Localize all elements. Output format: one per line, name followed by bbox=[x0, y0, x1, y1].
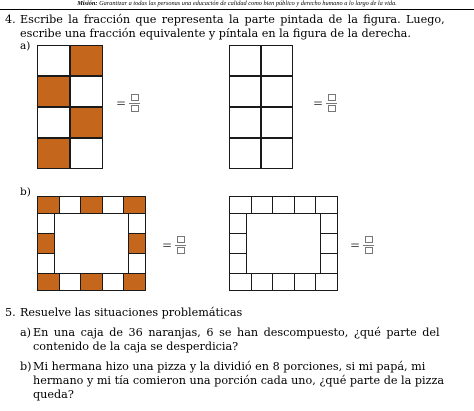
part-a-label: a) bbox=[20, 40, 31, 52]
grid-cell[interactable] bbox=[261, 138, 293, 169]
frame-cell bbox=[37, 273, 60, 291]
grid-cell bbox=[37, 45, 70, 76]
fraction-answer-b1[interactable] bbox=[162, 236, 186, 254]
frame-cell bbox=[37, 196, 60, 214]
grid-cell bbox=[70, 138, 103, 169]
grid-cell[interactable] bbox=[261, 76, 293, 107]
frame-cell[interactable] bbox=[320, 253, 338, 274]
frame-cell[interactable] bbox=[294, 196, 317, 214]
grid-cell[interactable] bbox=[261, 45, 293, 76]
frame-cell[interactable] bbox=[229, 253, 247, 274]
frame-cell bbox=[123, 273, 146, 291]
header-divider bbox=[0, 9, 474, 10]
denominator-box[interactable] bbox=[328, 105, 336, 112]
frame-cell[interactable] bbox=[229, 233, 247, 254]
numerator-box[interactable] bbox=[177, 236, 185, 243]
frame-cell[interactable] bbox=[229, 196, 252, 214]
frame-cell[interactable] bbox=[229, 273, 252, 291]
frame-cell[interactable] bbox=[251, 196, 274, 214]
grid-cell[interactable] bbox=[229, 76, 261, 107]
fraction-answer-a2[interactable] bbox=[313, 94, 337, 112]
fraction-answer-a1[interactable] bbox=[116, 94, 140, 112]
figure-a-blank-grid[interactable] bbox=[229, 45, 293, 169]
frame-cell[interactable] bbox=[294, 273, 317, 291]
frame-cell bbox=[128, 233, 146, 254]
frame-cell[interactable] bbox=[251, 273, 274, 291]
numerator-box[interactable] bbox=[131, 94, 139, 101]
grid-cell bbox=[37, 76, 70, 107]
frame-cell bbox=[80, 273, 103, 291]
frame-cell[interactable] bbox=[320, 233, 338, 254]
frame-cell[interactable] bbox=[272, 273, 295, 291]
denominator-box[interactable] bbox=[131, 105, 139, 112]
frame-cell bbox=[80, 196, 103, 214]
frame-cell bbox=[123, 196, 146, 214]
exercise-5-number: 5. bbox=[5, 306, 16, 319]
problem-b-line3: queda? bbox=[33, 388, 74, 401]
problem-a-line2: contenido de la caja se desperdicia? bbox=[33, 340, 239, 353]
equals-sign: = bbox=[350, 238, 361, 252]
grid-cell[interactable] bbox=[229, 107, 261, 138]
figure-a-shaded-grid bbox=[37, 45, 103, 169]
frame-cell[interactable] bbox=[315, 273, 338, 291]
mission-text: Garantizar a todas las personas una educación de calidad como bien público y derecho humano a lo largo de la vida. bbox=[99, 0, 397, 7]
frame-cell bbox=[102, 273, 125, 291]
frame-cell bbox=[59, 196, 82, 214]
problem-a-label: a) bbox=[20, 326, 32, 339]
part-b-label: b) bbox=[20, 186, 31, 198]
exercise-5-title: Resuelve las situaciones problemáticas bbox=[20, 306, 243, 319]
grid-cell bbox=[37, 138, 70, 169]
frame-cell bbox=[37, 213, 55, 234]
denominator-box[interactable] bbox=[177, 247, 185, 254]
frame-cell bbox=[102, 196, 125, 214]
figure-b-shaded-frame bbox=[37, 196, 145, 290]
problem-b-line1: Mi hermana hizo una pizza y la dividió en 8 porciones, si mi papá, mi bbox=[33, 360, 426, 373]
frame-cell[interactable] bbox=[320, 213, 338, 234]
frame-cell[interactable] bbox=[272, 196, 295, 214]
exercise-4-instruction-line2: escribe una fracción equivalente y píntala en la figura de la derecha. bbox=[20, 27, 411, 40]
frame-cell bbox=[59, 273, 82, 291]
figure-b-blank-frame[interactable] bbox=[229, 196, 337, 290]
numerator-box[interactable] bbox=[365, 236, 373, 243]
frame-cell bbox=[37, 253, 55, 274]
exercise-4-instruction-line1: Escribe la fracción que representa la parte pintada de la figura. Luego, bbox=[20, 13, 445, 26]
frame-cell bbox=[128, 213, 146, 234]
frame-cell[interactable] bbox=[315, 196, 338, 214]
grid-cell bbox=[37, 107, 70, 138]
problem-a-line1: En una caja de 36 naranjas, 6 se han descompuesto, ¿qué parte del bbox=[33, 326, 440, 339]
equals-sign: = bbox=[313, 96, 324, 110]
problem-b-line2: hermano y mi tía comieron una porción cada uno, ¿qué parte de la pizza bbox=[33, 374, 445, 387]
grid-cell bbox=[70, 76, 103, 107]
grid-cell[interactable] bbox=[229, 45, 261, 76]
mission-label: Misión: bbox=[77, 0, 98, 7]
grid-cell bbox=[70, 45, 103, 76]
grid-cell[interactable] bbox=[229, 138, 261, 169]
problem-b-label: b) bbox=[20, 360, 32, 373]
fraction-answer-b2[interactable] bbox=[350, 236, 374, 254]
grid-cell[interactable] bbox=[261, 107, 293, 138]
equals-sign: = bbox=[162, 238, 173, 252]
equals-sign: = bbox=[116, 96, 127, 110]
grid-cell bbox=[70, 107, 103, 138]
frame-cell bbox=[128, 253, 146, 274]
denominator-box[interactable] bbox=[365, 247, 373, 254]
frame-cell bbox=[37, 233, 55, 254]
numerator-box[interactable] bbox=[328, 94, 336, 101]
frame-cell[interactable] bbox=[229, 213, 247, 234]
exercise-4-number: 4. bbox=[5, 13, 16, 26]
